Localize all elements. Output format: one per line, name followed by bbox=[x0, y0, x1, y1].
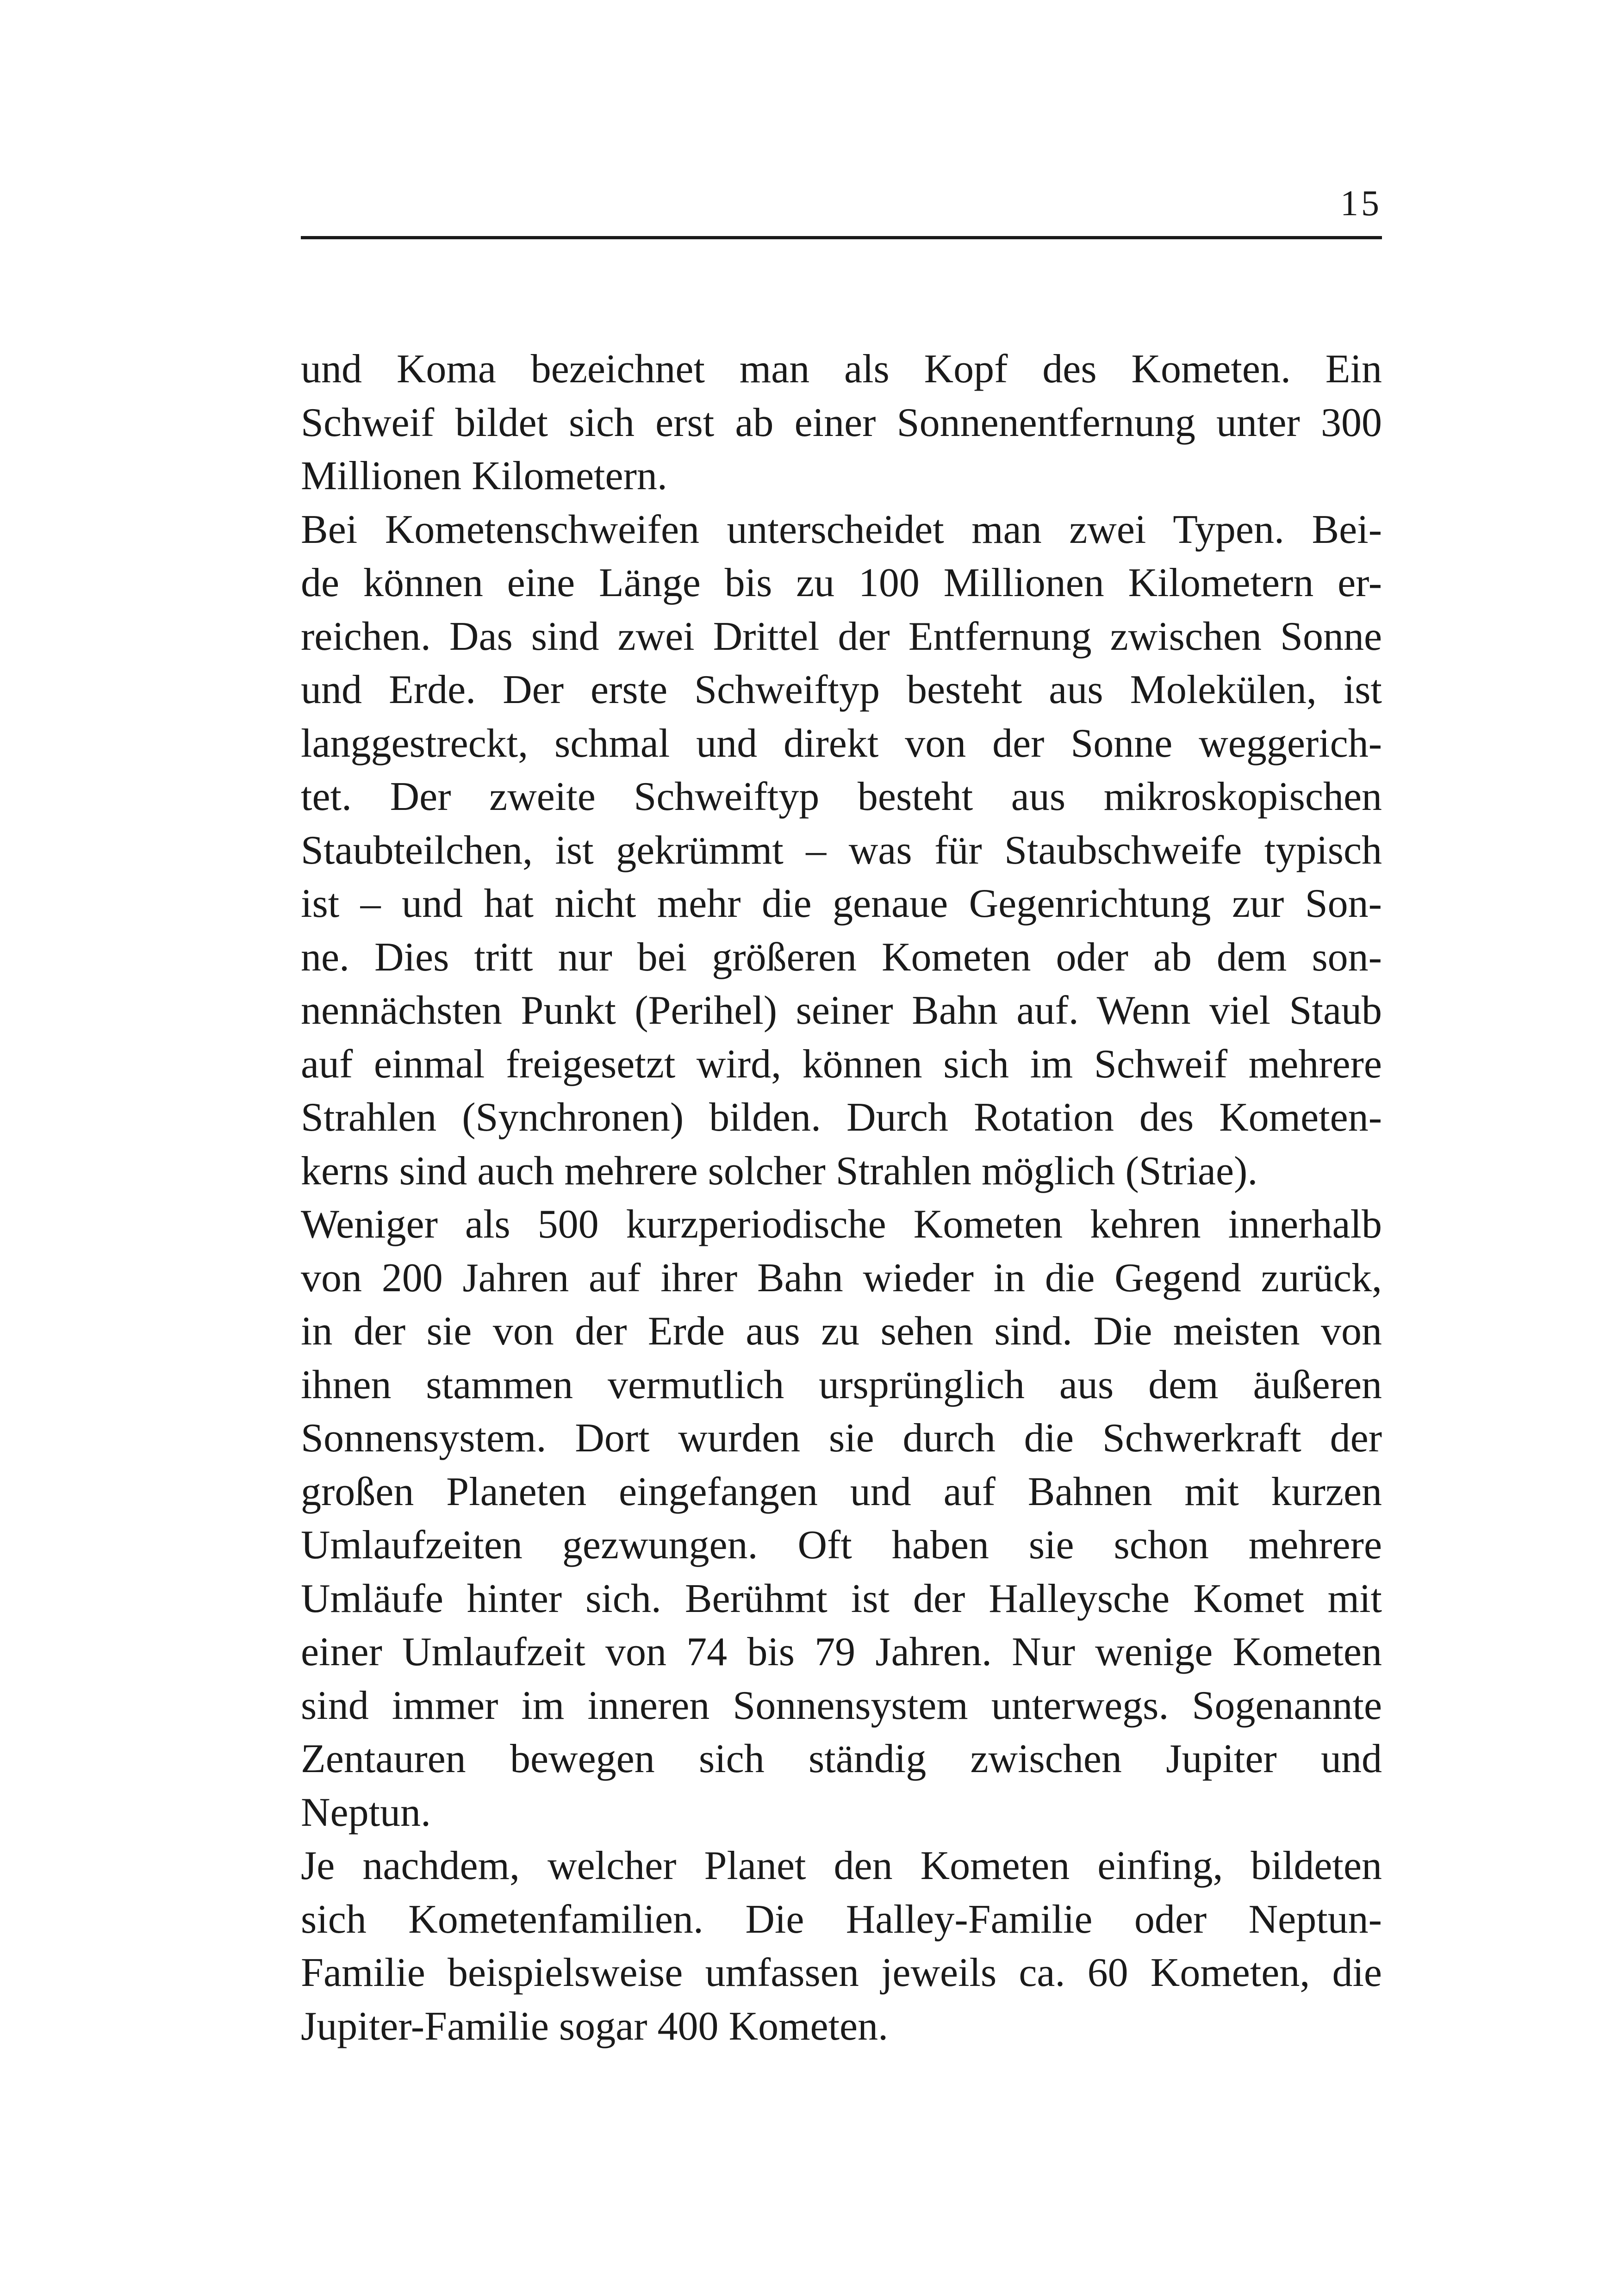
text-line: langgestreckt, schmal und direkt von der Sonne weggerich- bbox=[301, 721, 1382, 766]
text-line: Umläufe hinter sich. Berühmt ist der Halleysche Komet mit bbox=[301, 1576, 1382, 1621]
text-line: sind immer im inneren Sonnensystem unterwegs. Sogenannte bbox=[301, 1683, 1382, 1728]
text-line: Zentauren bewegen sich ständig zwischen Jupiter und bbox=[301, 1736, 1382, 1781]
text-line: und Koma bezeichnet man als Kopf des Kometen. Ein bbox=[301, 347, 1382, 392]
text-line: in der sie von der Erde aus zu sehen sind. Die meisten von bbox=[301, 1309, 1382, 1354]
text-line: nennächsten Punkt (Perihel) seiner Bahn auf. Wenn viel Staub bbox=[301, 988, 1382, 1033]
text-line: Jupiter-Familie sogar 400 Kometen. bbox=[301, 2004, 889, 2049]
page-number: 15 bbox=[1340, 183, 1382, 223]
text-line: Strahlen (Synchronen) bilden. Durch Rotation des Kometen- bbox=[301, 1095, 1382, 1140]
text-line: ihnen stammen vermutlich ursprünglich aus dem äußeren bbox=[301, 1362, 1382, 1407]
text-line: Sonnensystem. Dort wurden sie durch die Schwerkraft der bbox=[301, 1416, 1382, 1461]
text-line: ist – und hat nicht mehr die genaue Gegenrichtung zur Son- bbox=[301, 881, 1382, 926]
text-line: Weniger als 500 kurzperiodische Kometen kehren innerhalb bbox=[301, 1202, 1382, 1247]
text-line: Umlaufzeiten gezwungen. Oft haben sie schon mehrere bbox=[301, 1523, 1382, 1568]
text-line: Bei Kometenschweifen unterscheidet man zwei Typen. Bei- bbox=[301, 507, 1382, 552]
text-line: Millionen Kilometern. bbox=[301, 454, 667, 498]
text-line: und Erde. Der erste Schweiftyp besteht aus Molekülen, ist bbox=[301, 667, 1382, 712]
text-line: Schweif bildet sich erst ab einer Sonnenentfernung unter 300 bbox=[301, 400, 1382, 445]
text-line: tet. Der zweite Schweiftyp besteht aus mikroskopischen bbox=[301, 774, 1382, 819]
text-line: auf einmal freigesetzt wird, können sich im Schweif mehrere bbox=[301, 1041, 1382, 1087]
text-line: ne. Dies tritt nur bei größeren Kometen oder ab dem son- bbox=[301, 934, 1382, 980]
text-line: Staubteilchen, ist gekrümmt – was für Staubschweife typisch bbox=[301, 828, 1382, 873]
text-line: de können eine Länge bis zu 100 Millionen Kilometern er- bbox=[301, 560, 1382, 605]
text-line: Familie beispielsweise umfassen jeweils ca. 60 Kometen, die bbox=[301, 1950, 1382, 1995]
text-line: Je nachdem, welcher Planet den Kometen einfing, bildeten bbox=[301, 1843, 1382, 1888]
text-line: von 200 Jahren auf ihrer Bahn wieder in die Gegend zurück, bbox=[301, 1255, 1382, 1300]
text-line: Neptun. bbox=[301, 1790, 431, 1835]
text-line: sich Kometenfamilien. Die Halley-Familie oder Neptun- bbox=[301, 1897, 1382, 1942]
header-rule bbox=[301, 236, 1382, 239]
text-line: großen Planeten eingefangen und auf Bahnen mit kurzen bbox=[301, 1469, 1382, 1514]
text-line: kerns sind auch mehrere solcher Strahlen möglich (Striae). bbox=[301, 1148, 1258, 1194]
body-text bbox=[301, 342, 1382, 2053]
text-line: einer Umlaufzeit von 74 bis 79 Jahren. Nur wenige Kometen bbox=[301, 1630, 1382, 1674]
text-line: reichen. Das sind zwei Drittel der Entfernung zwischen Sonne bbox=[301, 614, 1382, 659]
